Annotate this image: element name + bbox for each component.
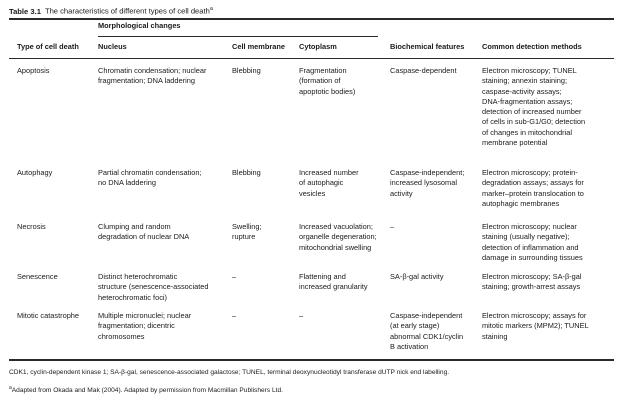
row-senescence-membrane: –	[232, 272, 237, 281]
footnote-abbreviations: CDK1, cyclin-dependent kinase 1; SA-β-gal, senescence-associated galactose; TUNEL, terminal deoxynucleotidyl transferase dUTP nick end labelling.	[9, 369, 450, 376]
row-senescence-detection: Electron microscopy; SA-β-gal staining; growth-arrest assays	[482, 272, 582, 292]
header-common-detection-methods: Common detection methods	[482, 42, 582, 51]
source-footnote-mark: a	[9, 385, 12, 391]
row-necrosis-type: Necrosis	[17, 222, 46, 231]
row-mitotic-catastrophe-detection: Electron microscopy; assays for mitotic markers (MPM2); TUNEL staining	[482, 311, 589, 341]
row-mitotic-catastrophe-nucleus: Multiple micronuclei; nuclear fragmentation; dicentric chromosomes	[98, 311, 192, 341]
table-title: The characteristics of different types of cell death	[44, 6, 210, 16]
row-apoptosis-biochemical: Caspase-dependent	[390, 66, 457, 75]
row-necrosis-biochemical: –	[390, 222, 395, 231]
table-label: Table 3.1	[9, 6, 41, 16]
row-autophagy-cytoplasm: Increased number of autophagic vesicles	[299, 168, 359, 198]
row-senescence-nucleus: Distinct heterochromatic structure (senescence-associated heterochromatic foci)	[98, 272, 209, 302]
header-nucleus: Nucleus	[98, 42, 127, 51]
header-cell-membrane: Cell membrane	[232, 42, 285, 51]
bottom-rule	[9, 359, 614, 361]
row-apoptosis-membrane: Blebbing	[232, 66, 261, 75]
row-apoptosis-nucleus: Chromatin condensation; nuclear fragmentation; DNA laddering	[98, 66, 207, 86]
row-mitotic-catastrophe-type: Mitotic catastrophe	[17, 311, 80, 320]
title-footnote-mark: a	[209, 6, 213, 12]
row-mitotic-catastrophe-biochemical: Caspase-independent (at early stage) abnormal CDK1/cyclin B activation	[390, 311, 464, 351]
row-necrosis-detection: Electron microscopy; nuclear staining (usually negative); detection of inflammation and damage in surrounding tissues	[482, 222, 583, 262]
row-senescence-cytoplasm: Flattening and increased granularity	[299, 272, 368, 292]
row-senescence-type: Senescence	[17, 272, 58, 281]
row-autophagy-detection: Electron microscopy; protein- degradation assays; assays for marker–protein translocation to autophagic membranes	[482, 168, 584, 208]
row-mitotic-catastrophe-membrane: –	[232, 311, 237, 320]
row-autophagy-type: Autophagy	[17, 168, 53, 177]
row-apoptosis-type: Apoptosis	[17, 66, 50, 75]
row-necrosis-nucleus: Clumping and random degradation of nuclear DNA	[98, 222, 190, 242]
row-apoptosis-cytoplasm: Fragmentation (formation of apoptotic bodies)	[299, 66, 356, 96]
footnote-source-text: Adapted from Okada and Mak (2004). Adapted by permission from Macmillan Publishers Ltd.	[11, 387, 283, 395]
header-biochemical-features: Biochemical features	[390, 42, 465, 51]
top-rule	[9, 18, 614, 20]
morphological-group-rule	[98, 36, 378, 37]
header-type-of-cell-death: Type of cell death	[17, 42, 79, 51]
row-necrosis-membrane: Swelling; rupture	[232, 222, 262, 242]
row-autophagy-nucleus: Partial chromatin condensation; no DNA laddering	[98, 168, 202, 188]
row-apoptosis-detection: Electron microscopy; TUNEL staining; annexin staining; caspase-activity assays; DNA-fragmentation assays; detection of increased number of cells in sub-G1/G0; detection of changes in mitochondrial membrane potential	[482, 66, 586, 148]
header-rule	[9, 58, 614, 59]
table-caption	[9, 2, 213, 16]
row-autophagy-membrane: Blebbing	[232, 168, 261, 177]
row-senescence-biochemical: SA-β-gal activity	[390, 272, 444, 281]
header-morphological-changes: Morphological changes	[98, 21, 181, 30]
row-necrosis-cytoplasm: Increased vacuolation; organelle degeneration; mitochondrial swelling	[299, 222, 377, 252]
row-autophagy-biochemical: Caspase-independent; increased lysosomal activity	[390, 168, 465, 198]
row-mitotic-catastrophe-cytoplasm: –	[299, 311, 304, 320]
footnote-source	[9, 384, 283, 395]
header-cytoplasm: Cytoplasm	[299, 42, 337, 51]
